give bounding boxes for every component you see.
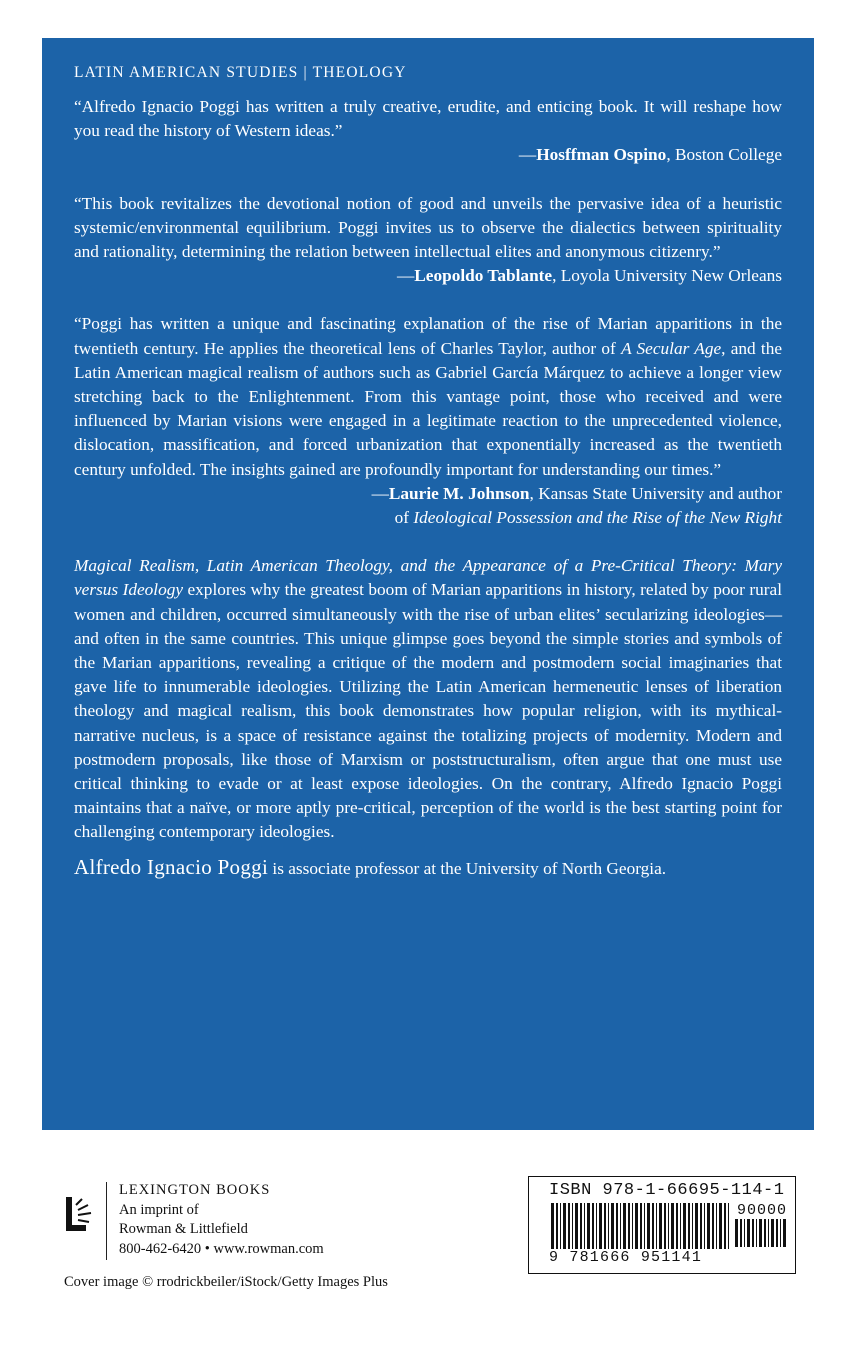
barcode-bar [676, 1203, 678, 1249]
quote-2-name: Leopoldo Tablante [414, 266, 553, 286]
barcode-bar [563, 1203, 566, 1249]
barcode-bar [771, 1219, 774, 1247]
barcode-bar [599, 1203, 602, 1249]
publisher-contact: 800-462-6420 • www.rowman.com [119, 1240, 324, 1257]
barcode-bar [783, 1219, 786, 1247]
barcode-icon [528, 1176, 796, 1274]
barcode-bar [652, 1203, 654, 1249]
barcode-bar [584, 1203, 585, 1249]
barcode-bar [659, 1203, 662, 1249]
barcode-bar [680, 1203, 681, 1249]
barcode-bar [768, 1219, 769, 1247]
quote-3-book-title: A Secular Age [621, 338, 722, 358]
barcode-bar [728, 1203, 729, 1249]
barcode-bar [683, 1203, 686, 1249]
barcode-bar [724, 1203, 726, 1249]
barcode-bar [756, 1219, 757, 1247]
barcode-bar [647, 1203, 650, 1249]
barcode-bar [759, 1219, 762, 1247]
book-description: Magical Realism, Latin American Theology, and the Appearance of a Pre-Critical Theory: Mary versus Ideology explores why the greatest boom of Marian apparitions in history, related by poor rural women and children, occurred simultaneously with the rise of urban elites’ secularizing ideologies—and often in the same countries. This unique glimpse goes beyond the simple stories and symbols of the Marian apparitions, revealing a critique of the modern and postmodern social imaginaries that gave life to innumerable ideologies. Utilizing the Latin American hermeneutic lenses of liberation theology and magical realism, this book demonstrates how popular religion, with its mythical-narrative nucleus, is a space of resistance against the totalizing projects of modernity. Modern and postmodern proposals, like those of Marxism or poststructuralism, often argue that one must use critical thinking to evade or at least expose ideologies. On the contrary, Alfredo Ignacio Poggi maintains that a naïve, or more aptly pre-critical, perception of the world is the best starting point for challenging contemporary ideologies. [74, 556, 782, 842]
barcode-bar [747, 1219, 750, 1247]
addon-barcode-bars [735, 1219, 789, 1247]
barcode-bar [623, 1203, 626, 1249]
barcode-bar [551, 1203, 554, 1249]
barcode-bar [556, 1203, 558, 1249]
barcode-bar [572, 1203, 573, 1249]
barcode-bar [780, 1219, 781, 1247]
publisher-name: LEXINGTON BOOKS [119, 1182, 271, 1198]
barcode-bar [704, 1203, 705, 1249]
quote-1-name: Hosffman Ospino [536, 145, 667, 165]
quote-3-name: Laurie M. Johnson [388, 483, 530, 503]
barcode-bar [620, 1203, 621, 1249]
publisher-parent: Rowman & Littlefield [119, 1221, 248, 1237]
barcode-bar [560, 1203, 561, 1249]
quote-1-attribution: —Hosffman Ospino, Boston College [518, 145, 782, 165]
barcode-bar [776, 1219, 778, 1247]
category-label: LATIN AMERICAN STUDIES | THEOLOGY [74, 64, 407, 81]
barcode-bar [752, 1219, 754, 1247]
barcode-bar [707, 1203, 710, 1249]
barcode-bar [640, 1203, 642, 1249]
author-bio: Alfredo Ignacio Poggi is associate professor at the University of North Georgia. [74, 854, 667, 879]
barcode-bar [644, 1203, 645, 1249]
quote-3-text: “Poggi has written a unique and fascinating explanation of the rise of Marian apparitions in the twentieth century. He applies the theoretical lens of Charles Taylor, author of A Secular Age, and the Latin American magical realism of authors such as Gabriel García Márquez to achieve a longer view stretching back to the Enlightenment. From this vantage point, those who received and were influenced by Marian visions were engaged in a legitimate reaction to the unprecedented violence, dislocation, massification, and forced urbanization that exponentially increased as the twentieth century unfolded. The insights gained are profoundly important for understanding our times.” [74, 314, 783, 479]
publisher-imprint-line: An imprint of [119, 1201, 199, 1218]
barcode-bar [664, 1203, 666, 1249]
barcode-bar [668, 1203, 669, 1249]
cover-credit: Cover image © rrodrickbeiler/iStock/Getty Images Plus [64, 1274, 388, 1290]
back-cover-panel [42, 38, 814, 1130]
quote-2-text: “This book revitalizes the devotional notion of good and unveils the pervasive idea of a heuristic systemic/environmental equilibrium. Poggi invites us to observe the dialectics between spirituality and rationality, determining the relation between intellectual elites and anonymous citizenry.” [74, 193, 782, 262]
price-code: 90000 [737, 1202, 788, 1219]
quote-2-attribution: —Leopoldo Tablante, Loyola University New Orleans [397, 266, 782, 286]
barcode-bar [608, 1203, 609, 1249]
barcode-bar [735, 1219, 738, 1247]
barcode-bar [656, 1203, 657, 1249]
barcode-bar [700, 1203, 702, 1249]
barcode-bar [740, 1219, 742, 1247]
publisher-block [119, 1181, 324, 1259]
barcode-bar [628, 1203, 630, 1249]
barcode-bar [596, 1203, 597, 1249]
lexington-logo-icon [64, 1193, 96, 1235]
barcode-bar [719, 1203, 722, 1249]
barcode-bar [632, 1203, 633, 1249]
quote-3-attribution: —Laurie M. Johnson, Kansas State University and author [371, 483, 782, 503]
barcode-bar [604, 1203, 606, 1249]
barcode-bar [695, 1203, 698, 1249]
barcode-bar [635, 1203, 638, 1249]
book-title: Magical Realism, Latin American Theology, and the Appearance of a Pre-Critical Theory: Mary versus Ideology [74, 556, 782, 600]
isbn-number: ISBN 978-1-66695-114-1 [549, 1181, 785, 1200]
barcode-bar [611, 1203, 614, 1249]
barcode-bar [587, 1203, 590, 1249]
barcode-bar [592, 1203, 594, 1249]
author-name: Alfredo Ignacio Poggi [74, 854, 269, 879]
barcode-bar [568, 1203, 570, 1249]
barcode-bar [688, 1203, 690, 1249]
barcode-bar [716, 1203, 717, 1249]
barcode-bar [744, 1219, 745, 1247]
quote-3-attribution-line2: of Ideological Possession and the Rise of the New Right [394, 508, 782, 528]
barcode-bar [692, 1203, 693, 1249]
barcode-bar [764, 1219, 766, 1247]
barcode-bar [712, 1203, 714, 1249]
barcode-bars [551, 1203, 731, 1249]
ean-number: 9 781666 951141 [549, 1249, 703, 1266]
quote-1-text: “Alfredo Ignacio Poggi has written a truly creative, erudite, and enticing book. It will reshape how you read the history of Western ideas.” [74, 97, 782, 141]
barcode-bar [616, 1203, 618, 1249]
barcode-bar [580, 1203, 582, 1249]
barcode-bar [671, 1203, 674, 1249]
barcode-bar [575, 1203, 578, 1249]
publisher-divider [106, 1182, 107, 1260]
